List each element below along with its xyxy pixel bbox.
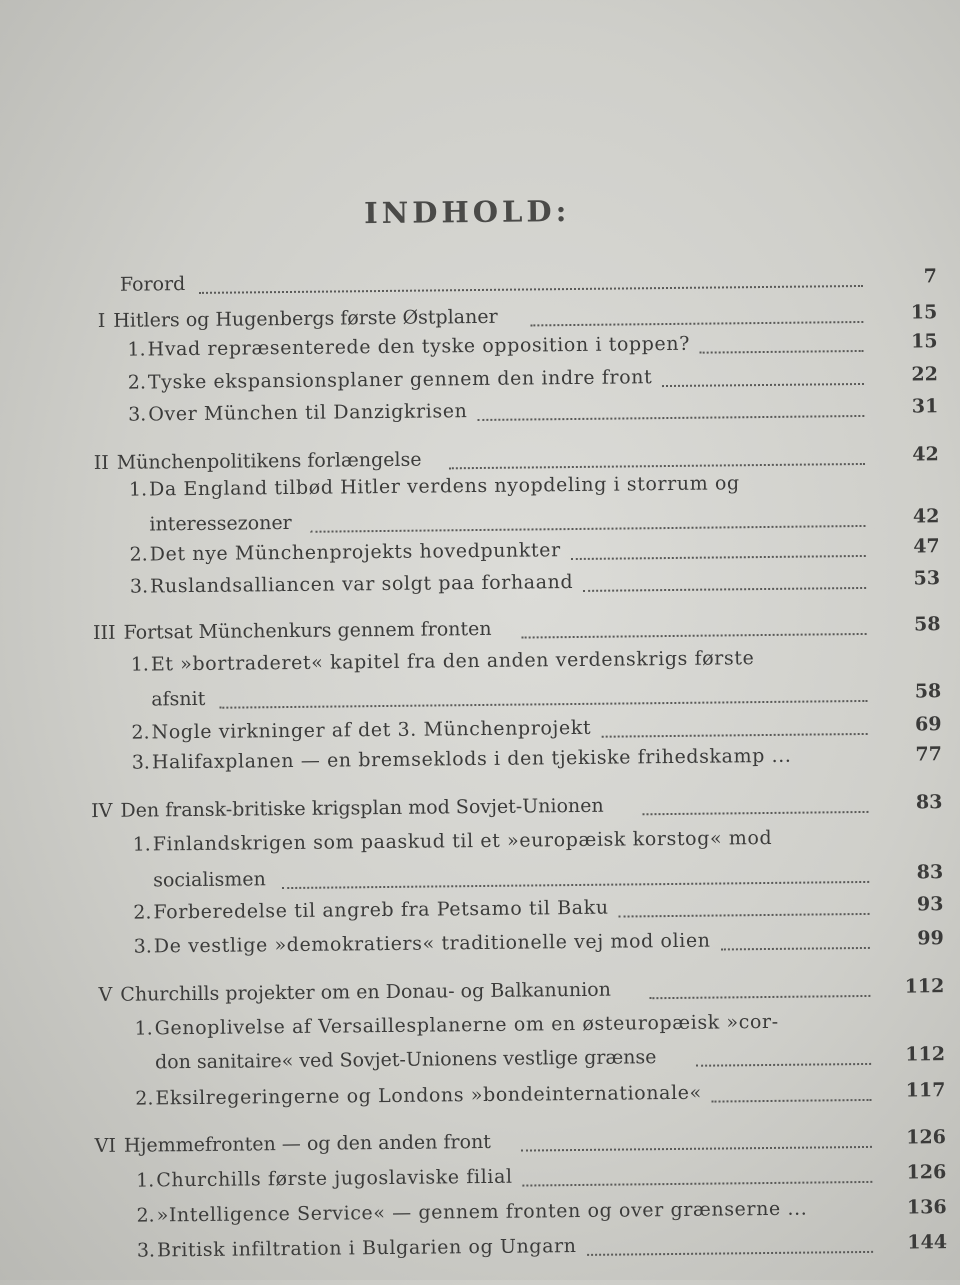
page-number: 7 bbox=[923, 265, 937, 288]
dot-leader bbox=[650, 995, 871, 999]
entry-number: VI bbox=[94, 1134, 117, 1158]
entry-title: Churchills første jugoslaviske filial bbox=[156, 1165, 513, 1192]
entry-title: Forord bbox=[119, 273, 186, 296]
page-number: 93 bbox=[916, 893, 944, 916]
entry-title: Churchills projekter om en Donau- og Balkanunion bbox=[120, 978, 612, 1006]
toc-entry bbox=[0, 791, 960, 831]
dot-leader bbox=[697, 1063, 872, 1067]
entry-title: afsnit bbox=[151, 687, 206, 711]
entry-title: Halifaxplanen — en bremseklods i den tjekiske frihedskamp ... bbox=[151, 744, 792, 774]
page-number: 58 bbox=[914, 680, 942, 703]
page-number: 112 bbox=[905, 1043, 946, 1066]
dot-leader bbox=[571, 555, 866, 560]
dot-leader bbox=[700, 350, 864, 354]
toc-entry bbox=[2, 975, 960, 1015]
entry-number: 1. bbox=[134, 1017, 153, 1040]
entry-number: IV bbox=[91, 799, 113, 823]
page-number: 126 bbox=[906, 1161, 947, 1184]
toc-entry bbox=[4, 1126, 960, 1166]
dot-leader bbox=[601, 733, 867, 738]
page-number: 58 bbox=[913, 613, 941, 636]
entry-number: 2. bbox=[131, 721, 150, 744]
entry-number: 1. bbox=[132, 833, 151, 856]
toc-entry bbox=[5, 1196, 960, 1236]
dot-leader bbox=[199, 285, 863, 294]
entry-number: 3. bbox=[128, 403, 147, 426]
toc-entry bbox=[5, 1231, 960, 1271]
page-number: 69 bbox=[914, 713, 942, 736]
page-number: 77 bbox=[915, 743, 942, 766]
page-number: 99 bbox=[917, 927, 944, 950]
dot-leader bbox=[522, 633, 867, 639]
entry-title: Da England tilbød Hitler verdens nyopdeling i storrum og bbox=[148, 472, 740, 501]
entry-title: Det nye Münchenprojekts hovedpunkter bbox=[149, 539, 561, 566]
entry-title: Tyske ekspansionsplaner gennem den indre front bbox=[147, 366, 653, 394]
entry-number: 3. bbox=[131, 751, 151, 774]
entry-number: 1. bbox=[136, 1169, 155, 1192]
entry-title: »Intelligence Service« — gennem fronten og over grænserne ... bbox=[156, 1197, 808, 1227]
entry-number: 2. bbox=[133, 901, 152, 924]
toc-entry bbox=[4, 1161, 960, 1201]
entry-title: Finlandskrigen som paaskud til et »europæisk korstog« mod bbox=[152, 826, 773, 856]
toc-entry bbox=[3, 1009, 960, 1049]
entry-number: I bbox=[97, 309, 106, 332]
page-number: 42 bbox=[912, 505, 940, 528]
entry-title: Hitlers og Hugenbergs første Østplaner bbox=[113, 305, 498, 332]
page-number: 136 bbox=[906, 1196, 947, 1219]
toc-entry bbox=[3, 1043, 960, 1083]
dot-leader bbox=[712, 1099, 872, 1103]
page-number: 126 bbox=[906, 1126, 947, 1149]
entry-title: socialismen bbox=[153, 868, 266, 892]
entry-number: 3. bbox=[133, 935, 152, 958]
dot-leader bbox=[219, 700, 867, 709]
dot-leader bbox=[643, 811, 869, 815]
entry-title: Fortsat Münchenkurs gennem fronten bbox=[123, 617, 492, 644]
entry-number: 1. bbox=[127, 338, 146, 361]
dot-leader bbox=[530, 321, 863, 326]
page-number: 53 bbox=[913, 567, 941, 590]
entry-number: V bbox=[98, 983, 113, 1007]
page-number: 83 bbox=[916, 861, 944, 884]
entry-title: Over München til Danzigkrisen bbox=[148, 400, 468, 426]
dot-leader bbox=[662, 383, 864, 387]
entry-title: Hjemmefronten — og den anden front bbox=[123, 1130, 492, 1157]
dot-leader bbox=[310, 525, 865, 533]
page-number: 47 bbox=[913, 535, 940, 558]
entry-number: 1. bbox=[130, 653, 150, 676]
page-number: 15 bbox=[910, 330, 938, 353]
entry-title: Genoplivelse af Versaillesplanerne om en østeuropæisk »cor- bbox=[154, 1010, 779, 1040]
page-number: 83 bbox=[915, 791, 943, 814]
entry-title: Britisk infiltration i Bulgarien og Ungarn bbox=[156, 1235, 577, 1262]
entry-title: Eksilregeringerne og Londons »bondeinternationale« bbox=[155, 1081, 702, 1110]
dot-leader bbox=[523, 1181, 873, 1187]
entry-title: Forberedelse til angreb fra Petsamo til Baku bbox=[153, 896, 609, 924]
dot-leader bbox=[587, 1251, 873, 1256]
entry-title: Ruslandsalliancen var solgt paa forhaand bbox=[149, 571, 574, 598]
dot-leader bbox=[282, 881, 869, 889]
entry-title: Münchenpolitikens forlængelse bbox=[116, 448, 422, 474]
entry-title: Hvad repræsenterede den tyske opposition i toppen? bbox=[147, 332, 691, 361]
dot-leader bbox=[478, 415, 865, 421]
toc-entry bbox=[2, 927, 960, 967]
entry-number: 3. bbox=[129, 575, 149, 598]
entry-number: 2. bbox=[136, 1204, 155, 1227]
entry-title: Et »bortraderet« kapitel fra den anden verdenskrigs første bbox=[150, 647, 755, 676]
dot-leader bbox=[583, 587, 866, 592]
page-number: 22 bbox=[911, 363, 939, 386]
toc-entry bbox=[1, 825, 960, 865]
entry-number: 2. bbox=[129, 543, 148, 566]
entry-title: don sanitaire« ved Sovjet-Unionens vestlige grænse bbox=[154, 1046, 657, 1074]
page-number: 112 bbox=[904, 975, 945, 998]
entry-title: De vestlige »demokratiers« traditionelle vej mod olien bbox=[153, 929, 711, 958]
entry-number: 1. bbox=[128, 478, 148, 501]
entry-title: Nogle virkninger af det 3. Münchenprojekt bbox=[151, 716, 592, 744]
dot-leader bbox=[721, 947, 870, 951]
dot-leader bbox=[521, 1146, 872, 1152]
page-number: 117 bbox=[905, 1079, 946, 1102]
dot-leader bbox=[619, 913, 870, 918]
toc-entry bbox=[0, 265, 955, 305]
entry-title: Den fransk-britiske krigsplan mod Sovjet-Unionen bbox=[120, 794, 604, 822]
entry-number: III bbox=[92, 621, 116, 645]
entry-number: II bbox=[93, 451, 109, 475]
page-number: 144 bbox=[907, 1231, 948, 1254]
page-number: 42 bbox=[912, 443, 939, 466]
entry-title: interessezoner bbox=[149, 511, 292, 536]
page-title: INDHOLD: bbox=[364, 194, 571, 231]
page-number: 15 bbox=[910, 301, 938, 324]
entry-number: 2. bbox=[127, 371, 147, 394]
entry-number: 2. bbox=[135, 1087, 154, 1110]
entry-number: 3. bbox=[136, 1239, 156, 1262]
dot-leader bbox=[449, 463, 865, 469]
toc-entry bbox=[3, 1079, 960, 1119]
page-number: 31 bbox=[911, 395, 939, 418]
